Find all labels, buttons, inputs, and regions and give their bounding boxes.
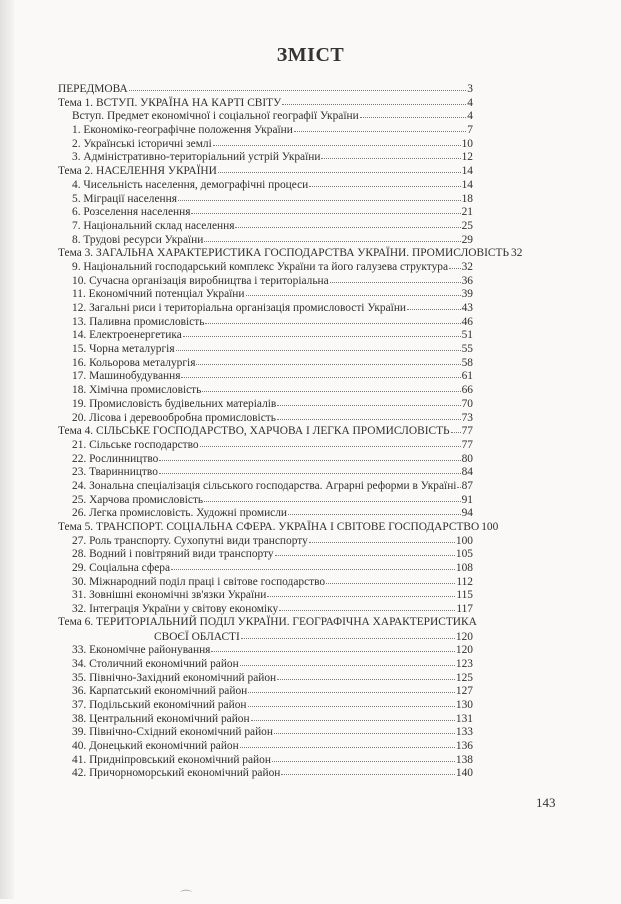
toc-entry-label: 22. Рослинництво [72, 452, 159, 465]
toc-entry-page: 14 [461, 165, 473, 178]
dot-leader [326, 574, 455, 584]
toc-entry-label: 17. Машинобудування [72, 370, 181, 383]
toc-entry [58, 452, 473, 466]
toc-entry [58, 739, 473, 753]
toc-entry [58, 465, 473, 479]
toc-entry-label: ПЕРЕДМОВА [58, 83, 128, 95]
toc-entry [58, 260, 473, 274]
toc-entry-page: 77 [461, 438, 473, 451]
dot-leader [251, 711, 455, 721]
toc-entry-label: 27. Роль транспорту. Сухопутні види транспорту [72, 534, 308, 547]
toc-entry-label: 26. Легка промисловість. Художні промисли [72, 507, 287, 520]
dot-leader [281, 765, 455, 775]
toc-entry-page: 58 [461, 356, 473, 369]
toc-entry-label: 37. Подільський економічний район [72, 698, 247, 711]
toc-entry-label: 15. Чорна металургія [72, 343, 175, 356]
toc-entry [58, 192, 473, 206]
toc-entry-page: 108 [455, 562, 473, 575]
toc-entry-page: 25 [461, 219, 473, 232]
toc-entry [58, 150, 473, 164]
dot-leader [204, 232, 460, 242]
toc-entry [58, 356, 473, 370]
toc-entry-page: 112 [456, 575, 473, 588]
toc-entry [58, 205, 473, 219]
toc-entry-page: 105 [455, 548, 473, 561]
dot-leader [248, 697, 455, 707]
toc-entry [58, 137, 473, 151]
toc-entry-page: 32 [461, 260, 473, 273]
toc-entry-page: 29 [461, 233, 473, 246]
toc-entry [58, 493, 473, 507]
toc-entry-page: 18 [461, 192, 473, 205]
toc-entry-page: 3 [467, 83, 473, 95]
toc-entry-page: 80 [461, 452, 473, 465]
toc-entry-label: Тема 5. ТРАНСПОРТ. СОЦІАЛЬНА СФЕРА. УКРАЇНА І СВІТОВЕ ГОСПОДАРСТВО [58, 521, 480, 533]
dot-leader [330, 273, 461, 283]
toc-entry-label: 19. Промисловість будівельних матеріалів [72, 397, 277, 410]
dot-leader [196, 355, 460, 365]
dot-leader [309, 533, 455, 543]
dot-leader [246, 286, 461, 296]
toc-entry [58, 219, 473, 233]
toc-entry-page: 87 [461, 479, 473, 492]
toc-entry [58, 684, 473, 698]
toc-entry [58, 561, 473, 575]
toc-entry [58, 342, 473, 356]
toc-entry [58, 602, 473, 616]
toc-entry-label: 18. Хімічна промисловість [72, 384, 202, 397]
toc-entry [58, 534, 473, 548]
toc-entry [58, 657, 473, 671]
dot-leader [159, 451, 460, 461]
toc-entry [58, 615, 477, 630]
toc-entry [58, 301, 473, 315]
toc-entry-page: 14 [461, 178, 473, 191]
toc-entry-page: 127 [455, 685, 473, 698]
toc-entry [58, 479, 473, 493]
toc-entry [58, 698, 473, 712]
toc-entry-label: 7. Національний склад населення [72, 219, 235, 232]
toc-entry-label: 9. Національний господарський комплекс України та його галузева структура [72, 260, 449, 273]
dot-leader [241, 629, 455, 639]
dot-leader [211, 642, 454, 652]
dot-leader [275, 546, 455, 556]
toc-entry [58, 643, 473, 657]
toc-entry-label: Тема 1. ВСТУП. УКРАЇНА НА КАРТІ СВІТУ [58, 96, 282, 109]
toc-entry-label: 10. Сучасна організація виробництва і територіальна [72, 274, 329, 287]
dot-leader [178, 191, 461, 201]
dot-leader [204, 492, 460, 502]
dot-leader [171, 560, 455, 570]
toc-entry-page: 43 [461, 302, 473, 314]
dot-leader [277, 396, 460, 406]
toc-entry-page: 140 [455, 767, 473, 780]
toc-entry-page: 120 [455, 630, 473, 643]
dot-leader [449, 259, 461, 269]
toc-entry-label: 16. Кольорова металургія [72, 356, 196, 369]
toc-entry [58, 164, 473, 178]
toc-entry [58, 588, 473, 602]
dot-leader [181, 368, 460, 378]
toc-entry-page: 130 [455, 698, 473, 711]
dot-leader [451, 423, 461, 433]
toc-entry-page: 10 [461, 137, 473, 150]
dot-leader [218, 163, 461, 173]
table-of-contents [58, 82, 523, 780]
toc-entry [58, 369, 473, 383]
toc-entry-label: 32. Інтеграція України у світову економіку [72, 603, 279, 616]
toc-entry-label: 5. Міграції населення [72, 192, 177, 205]
toc-entry-label: 41. Придніпровський економічний район [72, 753, 271, 766]
toc-entry-page: 133 [455, 726, 473, 739]
toc-entry-continuation [58, 630, 473, 644]
toc-entry-label: 21. Сільське господарство [72, 438, 199, 451]
toc-entry-page: 123 [455, 657, 473, 670]
toc-entry-page: 131 [455, 712, 473, 725]
toc-entry [58, 233, 473, 247]
toc-entry [58, 575, 473, 589]
toc-entry [58, 315, 473, 329]
toc-entry-page: 138 [455, 753, 473, 766]
toc-entry-label: 40. Донецький економічний район [72, 740, 239, 752]
toc-entry-label: Тема 6. ТЕРИТОРІАЛЬНИЙ ПОДІЛ УКРАЇНИ. ГЕОГРАФІЧНА ХАРАКТЕРИСТИКА [58, 615, 477, 628]
toc-entry-label: 24. Зональна спеціалізація сільського господарства. Аграрні реформи в Україні [72, 479, 457, 492]
toc-entry-label: 2. Українські історичні землі [72, 137, 212, 150]
toc-entry [58, 96, 473, 110]
toc-entry-page: 117 [456, 603, 473, 616]
toc-entry-page: 94 [461, 507, 473, 520]
toc-entry-page: 136 [455, 740, 473, 752]
toc-entry-label: 12. Загальні риси і територіальна організація промисловості України [72, 302, 407, 314]
toc-entry-label: 6. Розселення населення [72, 206, 191, 219]
dot-leader [309, 177, 460, 187]
toc-entry-page: 66 [461, 384, 473, 397]
toc-entry [58, 712, 473, 726]
toc-entry-label: 38. Центральний економічний район [72, 712, 250, 725]
toc-entry-label: 3. Адміністративно-територіальний устрій України [72, 151, 321, 164]
toc-entry-page: 7 [467, 124, 473, 137]
toc-entry [58, 123, 473, 137]
toc-entry-page: 36 [461, 274, 473, 287]
dot-leader [235, 218, 460, 228]
toc-entry [58, 411, 473, 425]
toc-entry-page: 4 [467, 96, 473, 109]
toc-entry [58, 82, 473, 96]
toc-entry-label: 23. Тваринництво [72, 466, 158, 479]
toc-entry [58, 397, 473, 411]
toc-entry-page: 115 [456, 589, 473, 602]
toc-entry [58, 246, 523, 260]
toc-entry-page: 61 [461, 370, 473, 383]
page-title: ЗМІСТ [276, 44, 345, 66]
dot-leader [407, 300, 461, 310]
toc-entry-page: 73 [461, 411, 473, 424]
toc-entry-page: 39 [461, 288, 473, 301]
dot-leader [183, 327, 461, 337]
dot-leader [321, 149, 460, 159]
toc-entry [58, 178, 473, 192]
toc-entry-page: 100 [481, 521, 499, 533]
toc-entry [58, 506, 473, 520]
page-number: 143 [536, 795, 556, 810]
toc-entry [58, 547, 473, 561]
toc-entry-label: 39. Північно-Східний економічний район [72, 726, 273, 739]
toc-entry-page: 46 [461, 315, 473, 328]
toc-entry-page: 125 [455, 671, 473, 684]
toc-entry-page: 120 [455, 644, 473, 657]
stray-mark: ⌒ [180, 889, 193, 903]
toc-entry-label: 20. Лісова і деревообробна промисловість [72, 411, 276, 424]
toc-entry-label: Тема 2. НАСЕЛЕННЯ УКРАЇНИ [58, 165, 217, 178]
toc-entry-page: 91 [461, 493, 473, 506]
dot-leader [360, 108, 467, 118]
toc-entry-label: 35. Північно-Західний економічний район [72, 671, 277, 684]
toc-entry-page: 51 [461, 329, 473, 342]
dot-leader [274, 724, 455, 734]
toc-entry [58, 383, 473, 397]
dot-leader [191, 204, 460, 214]
toc-entry [58, 109, 473, 123]
toc-entry [58, 671, 473, 685]
toc-entry-page: 70 [461, 397, 473, 410]
dot-leader [272, 752, 455, 762]
toc-entry [58, 274, 473, 288]
toc-entry-label: 29. Соціальна сфера [72, 562, 171, 575]
dot-leader [294, 122, 466, 132]
toc-entry [58, 438, 473, 452]
toc-entry-page: 100 [455, 534, 473, 547]
toc-entry-label: 28. Водний і повітряний види транспорту [72, 548, 274, 561]
toc-entry-label: 8. Трудові ресурси України [72, 233, 204, 246]
dot-leader [200, 437, 461, 447]
dot-leader [267, 587, 455, 597]
toc-entry [58, 424, 473, 438]
toc-entry-page: 12 [461, 151, 473, 164]
toc-entry-page: 55 [461, 343, 473, 356]
toc-entry [58, 753, 473, 767]
toc-entry-label: 31. Зовнішні економічні зв'язки України [72, 589, 267, 602]
dot-leader [288, 505, 461, 515]
dot-leader [213, 136, 461, 146]
toc-entry-label: 34. Столичний економічний район [72, 657, 239, 670]
toc-entry-label: 42. Причорноморський економічний район [72, 767, 281, 780]
toc-entry-label: 4. Чисельність населення, демографічні процеси [72, 178, 309, 191]
toc-entry-page: 84 [461, 466, 473, 479]
toc-entry-label: 1. Економіко-географічне положення України [72, 124, 293, 137]
dot-leader [282, 95, 466, 105]
dot-leader [248, 683, 455, 693]
toc-entry [58, 725, 473, 739]
toc-entry-label: СВОЄЇ ОБЛАСТІ [154, 630, 240, 643]
page-gutter-shadow [0, 0, 14, 899]
dot-leader [129, 81, 467, 91]
toc-entry-label: Тема 3. ЗАГАЛЬНА ХАРАКТЕРИСТИКА ГОСПОДАРСТВА УКРАЇНИ. ПРОМИСЛОВІСТЬ [58, 247, 510, 260]
toc-entry-label: 13. Паливна промисловість [72, 315, 205, 328]
dot-leader [277, 410, 461, 420]
toc-entry-label: 11. Економічний потенціал України [72, 288, 245, 301]
dot-leader [159, 464, 461, 474]
dot-leader [457, 478, 460, 488]
toc-entry-page: 32 [511, 247, 523, 260]
dot-leader [277, 670, 455, 680]
dot-leader [240, 738, 455, 748]
toc-entry-label: 33. Економічне районування [72, 644, 211, 657]
dot-leader [176, 341, 461, 351]
dot-leader [240, 656, 455, 666]
dot-leader [205, 314, 460, 324]
toc-entry-page: 4 [467, 110, 473, 123]
toc-entry-page: 21 [461, 206, 473, 219]
toc-entry-page: 77 [461, 425, 473, 438]
dot-leader [202, 382, 460, 392]
toc-entry-label: 30. Міжнародний поділ праці і світове господарство [72, 575, 326, 588]
toc-entry-label: 36. Карпатський економічний район [72, 685, 248, 698]
toc-entry [58, 328, 473, 342]
toc-entry-label: 14. Електроенергетика [72, 329, 182, 342]
toc-entry [58, 520, 499, 534]
toc-entry-label: Тема 4. СІЛЬСЬКЕ ГОСПОДАРСТВО, ХАРЧОВА І ЛЕГКА ПРОМИСЛОВІСТЬ [58, 425, 450, 438]
dot-leader [279, 601, 455, 611]
toc-entry [58, 287, 473, 301]
toc-entry-label: 25. Харчова промисловість [72, 493, 204, 506]
toc-entry [58, 766, 473, 780]
toc-entry-label: Вступ. Предмет економічної і соціальної географії України [72, 110, 359, 123]
